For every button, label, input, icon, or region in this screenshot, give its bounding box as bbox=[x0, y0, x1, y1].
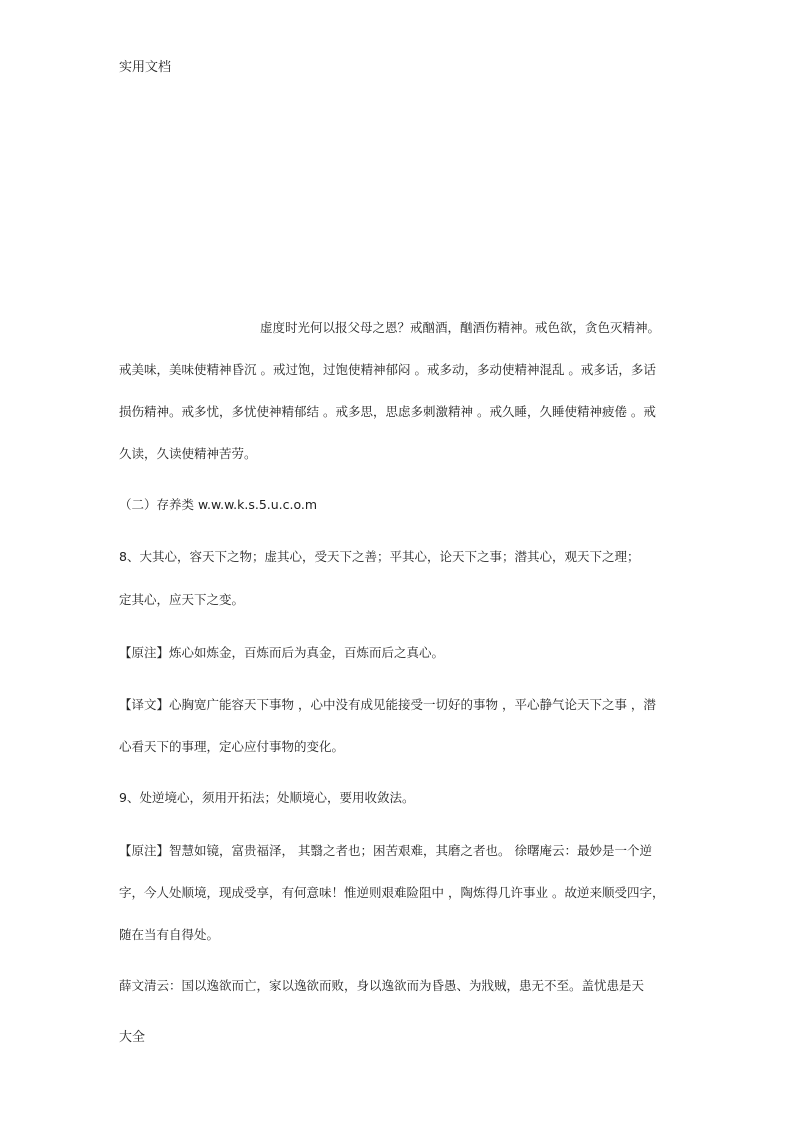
body-line: 8、大其心，容天下之物；虚其心，受天下之善；平其心，论天下之事；潜其心，观天下之理； bbox=[119, 549, 640, 564]
annotation-line: 【原注】智慧如镜，富贵福泽， 其翳之者也；困苦艰难，其磨之者也。 徐曙庵云：最妙是一个逆 bbox=[119, 843, 652, 858]
translation-line: 【译文】心胸宽广能容天下事物 ，心中没有成见能接受一切好的事物 ，平心静气论天下之事 ，潜 bbox=[119, 697, 656, 712]
page-footer: 大全 bbox=[119, 1030, 146, 1045]
section-heading: （二）存养类 w.w.w.k.s.5.u.c.o.m bbox=[119, 497, 318, 512]
body-line: 损伤精神。戒多忧，多忧使神精郁结 。戒多思，思虑多刺激精神 。戒久睡，久睡使精神疲倦 。戒 bbox=[119, 404, 656, 419]
body-line: 定其心，应天下之变。 bbox=[119, 592, 245, 607]
body-line: 心看天下的事理，定心应付事物的变化。 bbox=[119, 739, 345, 754]
page-header: 实用文档 bbox=[119, 60, 172, 75]
body-line: 戒美味，美味使精神昏沉 。戒过饱，过饱使精神郁闷 。戒多动，多动使精神混乱 。戒多话，多话 bbox=[119, 362, 656, 377]
body-line: 薛文清云：国以逸欲而亡，家以逸欲而败，身以逸欲而为昏愚、为戕贼，患无不至。盖忧患是天 bbox=[119, 978, 645, 993]
body-line: 久读，久读使精神苦劳。 bbox=[119, 446, 257, 461]
body-line: 9、处逆境心，须用开拓法；处顺境心，要用收敛法。 bbox=[119, 790, 415, 805]
body-line: 随在当有自得处。 bbox=[119, 927, 220, 942]
body-line: 虚度时光何以报父母之恩？戒酗酒，酗酒伤精神。戒色欲，贪色灭精神。 bbox=[260, 320, 661, 335]
annotation-line: 【原注】炼心如炼金，百炼而后为真金，百炼而后之真心。 bbox=[119, 645, 445, 660]
body-line: 字，今人处顺境，现成受享，有何意味！惟逆则艰难险阻中 ，陶炼得几许事业 。故逆来顺受四字， bbox=[119, 885, 665, 900]
